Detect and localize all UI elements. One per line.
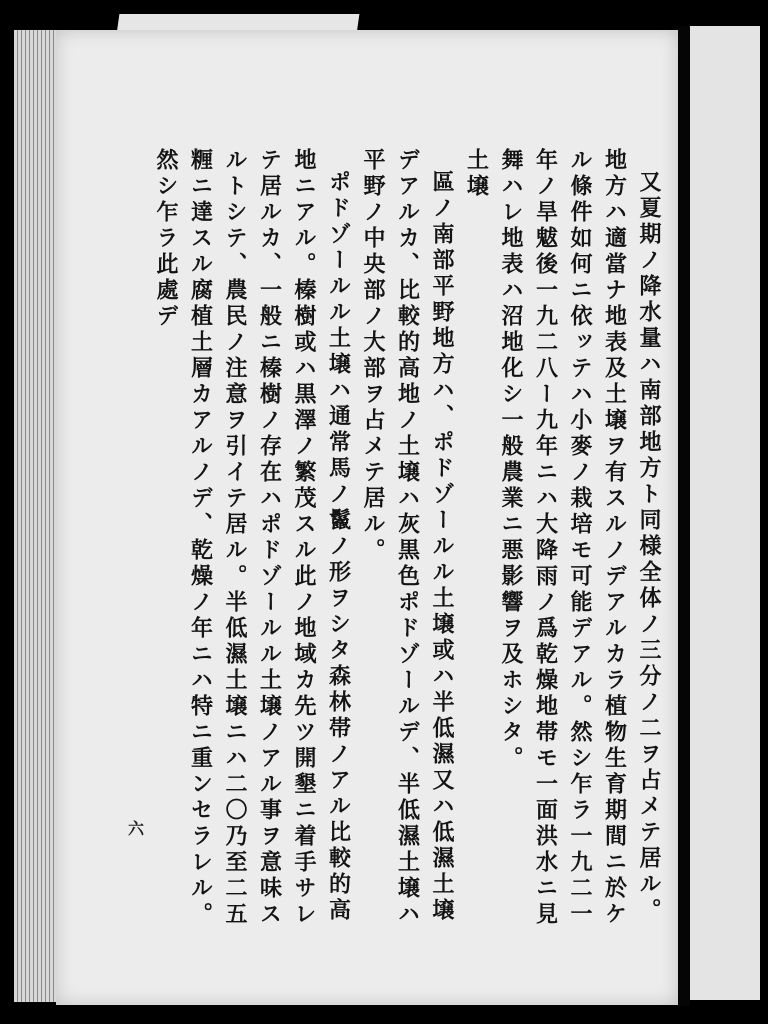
book-gutter bbox=[676, 26, 690, 1006]
facing-page bbox=[690, 26, 760, 1000]
paragraph-3: ポドゾールル土壌ハ通常馬ノ鬣ノ形ヲシタ森林帯ノアル比較的高地ニアル。榛樹或ハ黒澤ノ繁茂スル此ノ地域カ先ツ開墾ニ着手サレテ居ルカ、一般ニ榛樹ノ存在ハポドゾールル土壌ノアル事ヲ意味スルトシテ、農民ノ注意ヲ引イテ居ル。半低濕土壌ニハ二〇乃至二五糎ニ達スル腐植土層カアルノデ、乾燥ノ年ニハ特ニ重ンセラレル。然シ乍ラ此處デ bbox=[153, 148, 352, 928]
page-number: 六 bbox=[128, 819, 145, 838]
paragraph-1: 又夏期ノ降水量ハ南部地方ト同様全体ノ三分ノ二ヲ占メテ居ル。地方ハ適當ナ地表及土壌ヲ有スルノデアルカラ植物生育期間ニ於ケル條件如何ニ依ッテハ小麥ノ栽培モ可能デアル。然シ乍ラ一九二一年ノ旱魃後一九二八ー九年ニハ大降雨ノ爲乾燥地帯モ一面洪水ニ見舞ハレ地表ハ沼地化シ一般農業ニ悪影響ヲ及ホシタ。 bbox=[498, 148, 662, 928]
vertical-text-block bbox=[126, 148, 666, 948]
page-stack-edges bbox=[14, 30, 62, 1002]
document-page bbox=[56, 30, 678, 1005]
section-heading-soil: 土壌 bbox=[463, 148, 490, 200]
paragraph-2: 區ノ南部平野地方ハ、ポドゾールル土壌或ハ半低濕又ハ低濕土壌デアルカ、比較的高地ノ土壌ハ灰黒色ポドゾールデ、半低濕土壌ハ平野ノ中央部ノ大部ヲ占メテ居ル。 bbox=[360, 148, 455, 928]
